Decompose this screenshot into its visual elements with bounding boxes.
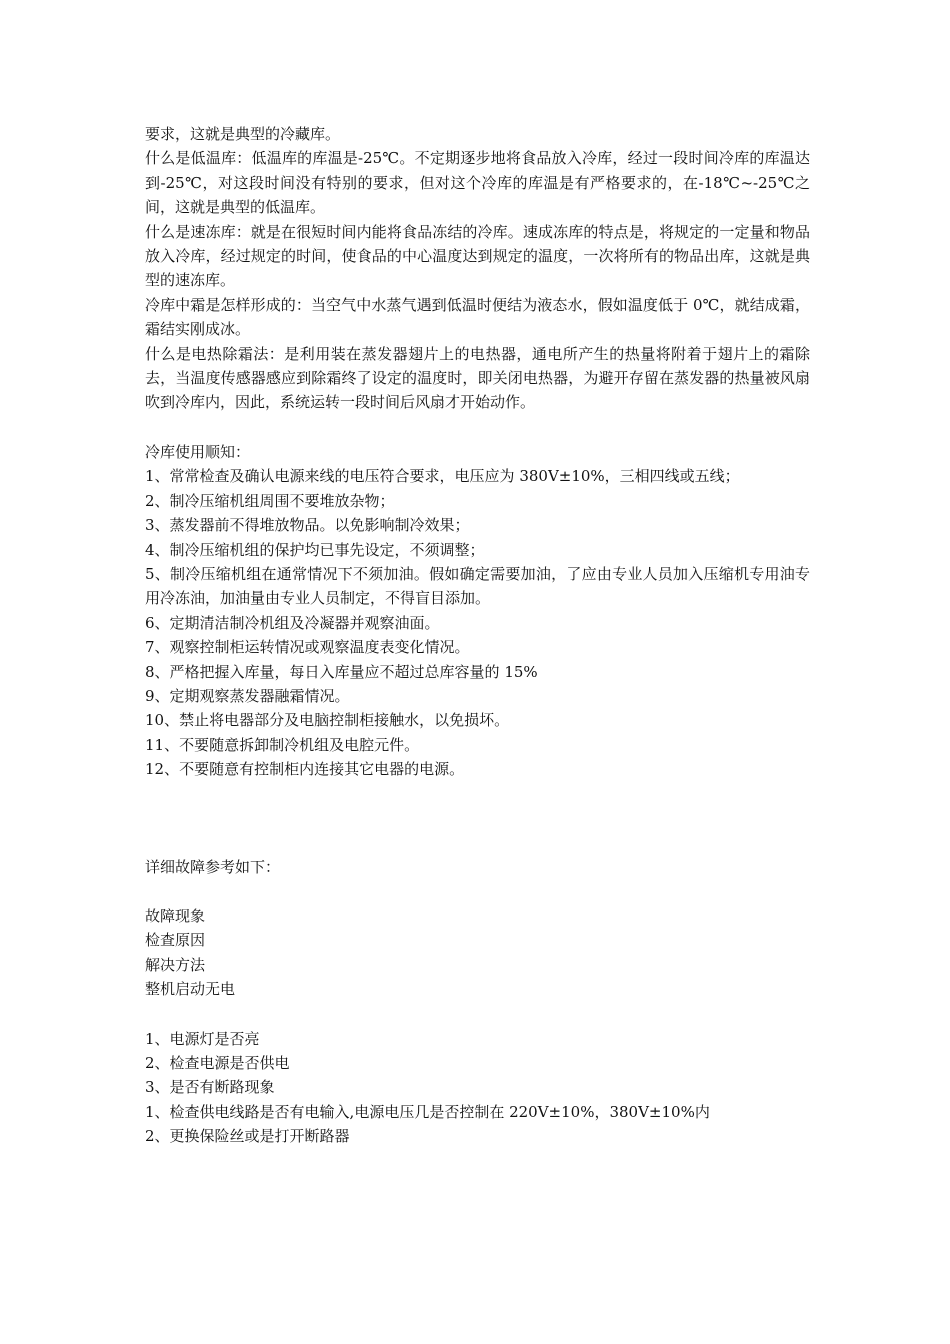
fault-check-1: 1、电源灯是否亮 — [145, 1029, 260, 1048]
notice-item-12: 12、不要随意有控制柜内连接其它电器的电源。 — [145, 760, 465, 779]
fault-header-no-power: 整机启动无电 — [145, 980, 236, 999]
notice-item-8: 8、严格把握入库量，每日入库量应不超过总库容量的 15% — [145, 662, 538, 681]
notice-item-9: 9、定期观察蒸发器融霜情况。 — [145, 686, 350, 705]
notice-item-7: 7、观察控制柜运转情况或观察温度表变化情况。 — [145, 638, 470, 657]
notice-item-1: 1、常常检查及确认电源来线的电压符合要求，电压应为 380V±10%，三相四线或五线； — [145, 467, 740, 486]
paragraph-low-temp-storage: 什么是低温库：低温库的库温是-25℃。不定期逐步地将食品放入冷库，经过一段时间冷库的库温达到-25℃，对这段时间没有特别的要求，但对这个冷库的库温是有严格要求的，在-18℃~-25℃之间，这就是典型的低温库。 — [145, 149, 810, 217]
fault-solution-1: 1、检查供电线路是否有电输入,电源电压几是否控制在 220V±10%，380V±10%内 — [145, 1102, 710, 1121]
notice-title: 冷库使用顺知： — [145, 442, 251, 461]
fault-header-solution: 解决方法 — [145, 955, 206, 974]
spacer — [145, 879, 810, 904]
paragraph-frost-formation: 冷库中霜是怎样形成的：当空气中水蒸气遇到低温时便结为液态水，假如温度低于 0℃，就结成霜，霜结实刚成冰。 — [145, 295, 810, 339]
fault-solution-2: 2、更换保险丝或是打开断路器 — [145, 1127, 350, 1146]
notice-item-11: 11、不要随意拆卸制冷机组及电腔元件。 — [145, 735, 420, 754]
paragraph-cold-storage-end: 要求，这就是典型的冷藏库。 — [145, 125, 341, 143]
document-body — [145, 122, 810, 1149]
notice-item-4: 4、制冷压缩机组的保护均已事先设定，不须调整； — [145, 540, 485, 559]
notice-item-5: 5、制冷压缩机组在通常情况下不须加油。假如确定需要加油，了应由专业人员加入压缩机专用油专用冷冻油，加油量由专业人员制定，不得盲目添加。 — [145, 564, 810, 608]
spacer — [145, 1002, 810, 1027]
fault-header-phenomenon: 故障现象 — [145, 906, 206, 925]
notice-item-3: 3、蒸发器前不得堆放物品。以免影响制冷效果； — [145, 516, 470, 535]
spacer — [145, 782, 810, 855]
fault-check-3: 3、是否有断路现象 — [145, 1078, 275, 1097]
paragraph-quick-freeze-storage: 什么是速冻库：就是在很短时间内能将食品冻结的冷库。速成冻库的特点是，将规定的一定量和物品放入冷库，经过规定的时间，使食品的中心温度达到规定的温度，一次将所有的物品出库，这就是典型的速冻库。 — [145, 222, 810, 290]
fault-header-cause: 检查原因 — [145, 931, 206, 950]
spacer — [145, 415, 810, 440]
fault-intro: 详细故障参考如下： — [145, 857, 281, 876]
notice-item-6: 6、定期清洁制冷机组及冷凝器并观察油面。 — [145, 613, 440, 632]
notice-item-2: 2、制冷压缩机组周围不要堆放杂物； — [145, 491, 395, 510]
paragraph-electric-defrost: 什么是电热除霜法：是利用装在蒸发器翅片上的电热器，通电所产生的热量将附着于翅片上的霜除去，当温度传感器感应到除霜终了设定的温度时，即关闭电热器，为避开存留在蒸发器的热量被风扇吹到冷库内，因此，系统运转一段时间后风扇才开始动作。 — [145, 344, 810, 412]
notice-item-10: 10、禁止将电器部分及电脑控制柜接触水，以免损坏。 — [145, 711, 510, 730]
fault-check-2: 2、检查电源是否供电 — [145, 1054, 290, 1072]
